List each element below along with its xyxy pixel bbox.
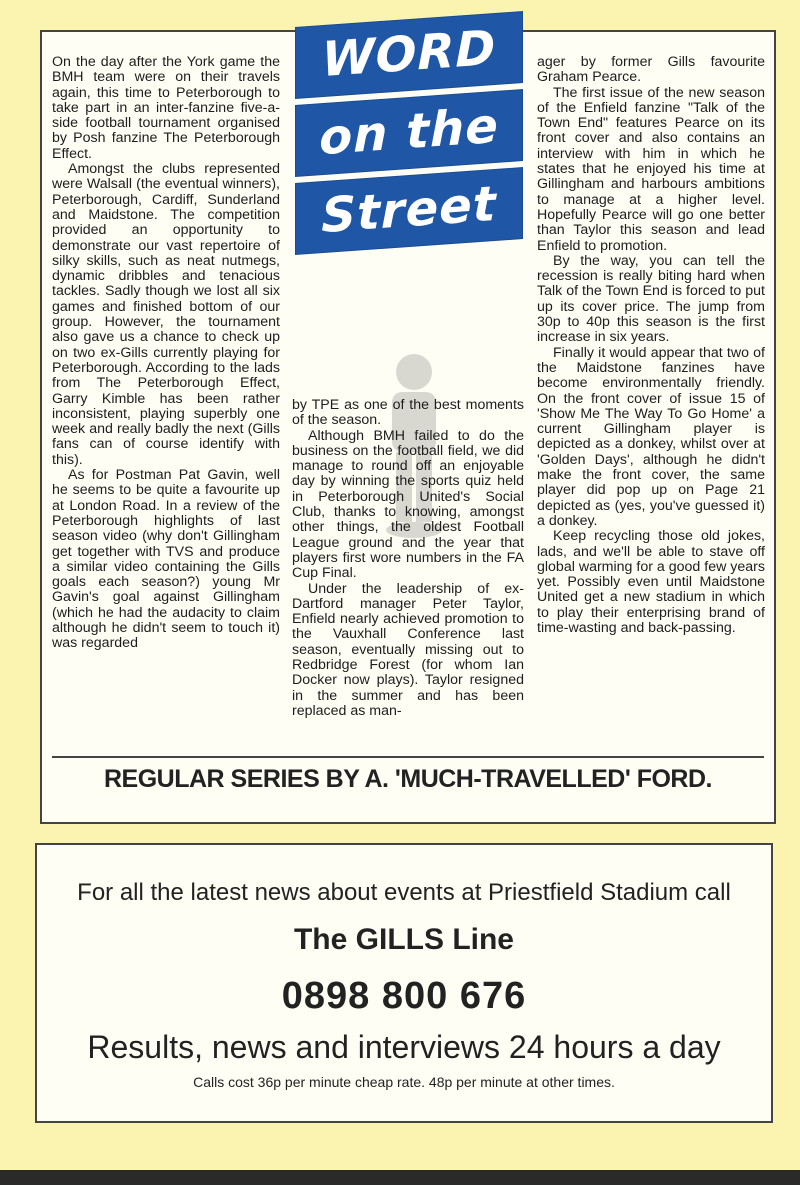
paragraph: Finally it would appear that two of the Maidstone fanzines have become environmentally friendly. On the front cover of issue 15 of 'Show Me The Way To Go Home' a current Gillingham player is depicted as a donkey, whilst over at 'Golden Days', although he didn't make the front cover, the same player did pop up on Page 21 depicted as (yes, you've guessed it) a donkey.	[537, 344, 765, 529]
paragraph: Keep recycling those old jokes, lads, and we'll be able to stave off global warming for a good few years yet. Possibly even until Maidstone United get a new stadium in which to play their enterprising brand of time-wasting and back-passing.	[537, 528, 765, 636]
divider	[52, 756, 764, 758]
advert-service-name: The GILLS Line	[293, 923, 514, 956]
paragraph: As for Postman Pat Gavin, well he seems to be quite a favourite up at London Road. In a review of the Peterborough highlights of last season video (why don't Gillingham get together with TVS and produce a similar video containing the Gills goals each season?) young Mr Gavin's goal against Gillingham (which he had the audacity to claim although he didn't seem to touch it) was regarded	[52, 467, 280, 652]
article-panel	[40, 19, 776, 824]
advert-tagline: Results, news and interviews 24 hours a day	[87, 1029, 721, 1065]
paragraph: By the way, you can tell the recession is really biting hard when Talk of the Town End is forced to put up its cover price. The jump from 30p to 40p this season is the first increase in six years.	[537, 252, 765, 346]
word-on-the-street-logo	[296, 20, 522, 254]
article-column-2	[292, 398, 524, 719]
advert-intro: For all the latest news about events at Priestfield Stadium call	[77, 879, 731, 906]
paragraph: by TPE as one of the best moments of the season.	[292, 397, 524, 429]
advert-phone-number: 0898 800 676	[281, 975, 527, 1017]
article-column-3	[537, 55, 765, 636]
paragraph: ager by former Gills favourite Graham Pearce.	[537, 54, 765, 86]
paragraph: The first issue of the new season of the Enfield fanzine "Talk of the Town End" features Pearce on its front cover and also contains an interview with him in which he states that he enjoyed his time at Gillingham and harbours ambitions to manage at a higher level. Hopefully Pearce will go one better than Taylor this season and lead Enfield to promotion.	[537, 84, 765, 254]
page-bottom-edge	[0, 1170, 800, 1185]
series-byline: REGULAR SERIES BY A. 'MUCH-TRAVELLED' FORD.	[103, 765, 712, 793]
paragraph: On the day after the York game the BMH team were on their travels again, this time to Peterborough to take part in an inter-fanzine five-a-side football tournament organised by Posh fanzine The Peterborough Effect.	[52, 54, 280, 162]
logo-line-on-the: on the	[296, 90, 522, 176]
article-column-1	[52, 55, 280, 652]
logo-line-word: WORD	[296, 12, 522, 98]
paragraph: Amongst the clubs represented were Walsall (the eventual winners), Peterborough, Cardiff, Sunderland and Maidstone. The competition provided an opportunity to demonstrate our vast repertoire of silky skills, such as neat nutmegs, dynamic dribbles and tenacious tackles. Sadly though we lost all six games and finished bottom of our group. However, the tournament also gave us a chance to check up on two ex-Gills currently playing for Peterborough. According to the lads from The Peterborough Effect, Garry Kimble has been rather inconsistent, playing superbly one week and really badly the next (Gills fans can of course identify with this).	[52, 161, 280, 468]
paragraph: Although BMH failed to do the business on the football field, we did manage to round off an enjoyable day by winning the sports quiz held in Peterborough United's Social Club, thanks to knowing, amongst other things, the oldest Football League ground and the year that players first wore numbers in the FA Cup Final.	[292, 427, 524, 582]
paragraph: Under the leadership of ex-Dartford manager Peter Taylor, Enfield nearly achieved promotion to the Vauxhall Conference last season, eventually missing out to Redbridge Forest (for whom Ian Docker now plays). Taylor resigned in the summer and has been replaced as man-	[292, 580, 524, 719]
logo-line-street: Street	[296, 168, 522, 254]
advert-call-rates: Calls cost 36p per minute cheap rate. 48p per minute at other times.	[193, 1074, 615, 1090]
gills-line-advert	[35, 843, 773, 1123]
